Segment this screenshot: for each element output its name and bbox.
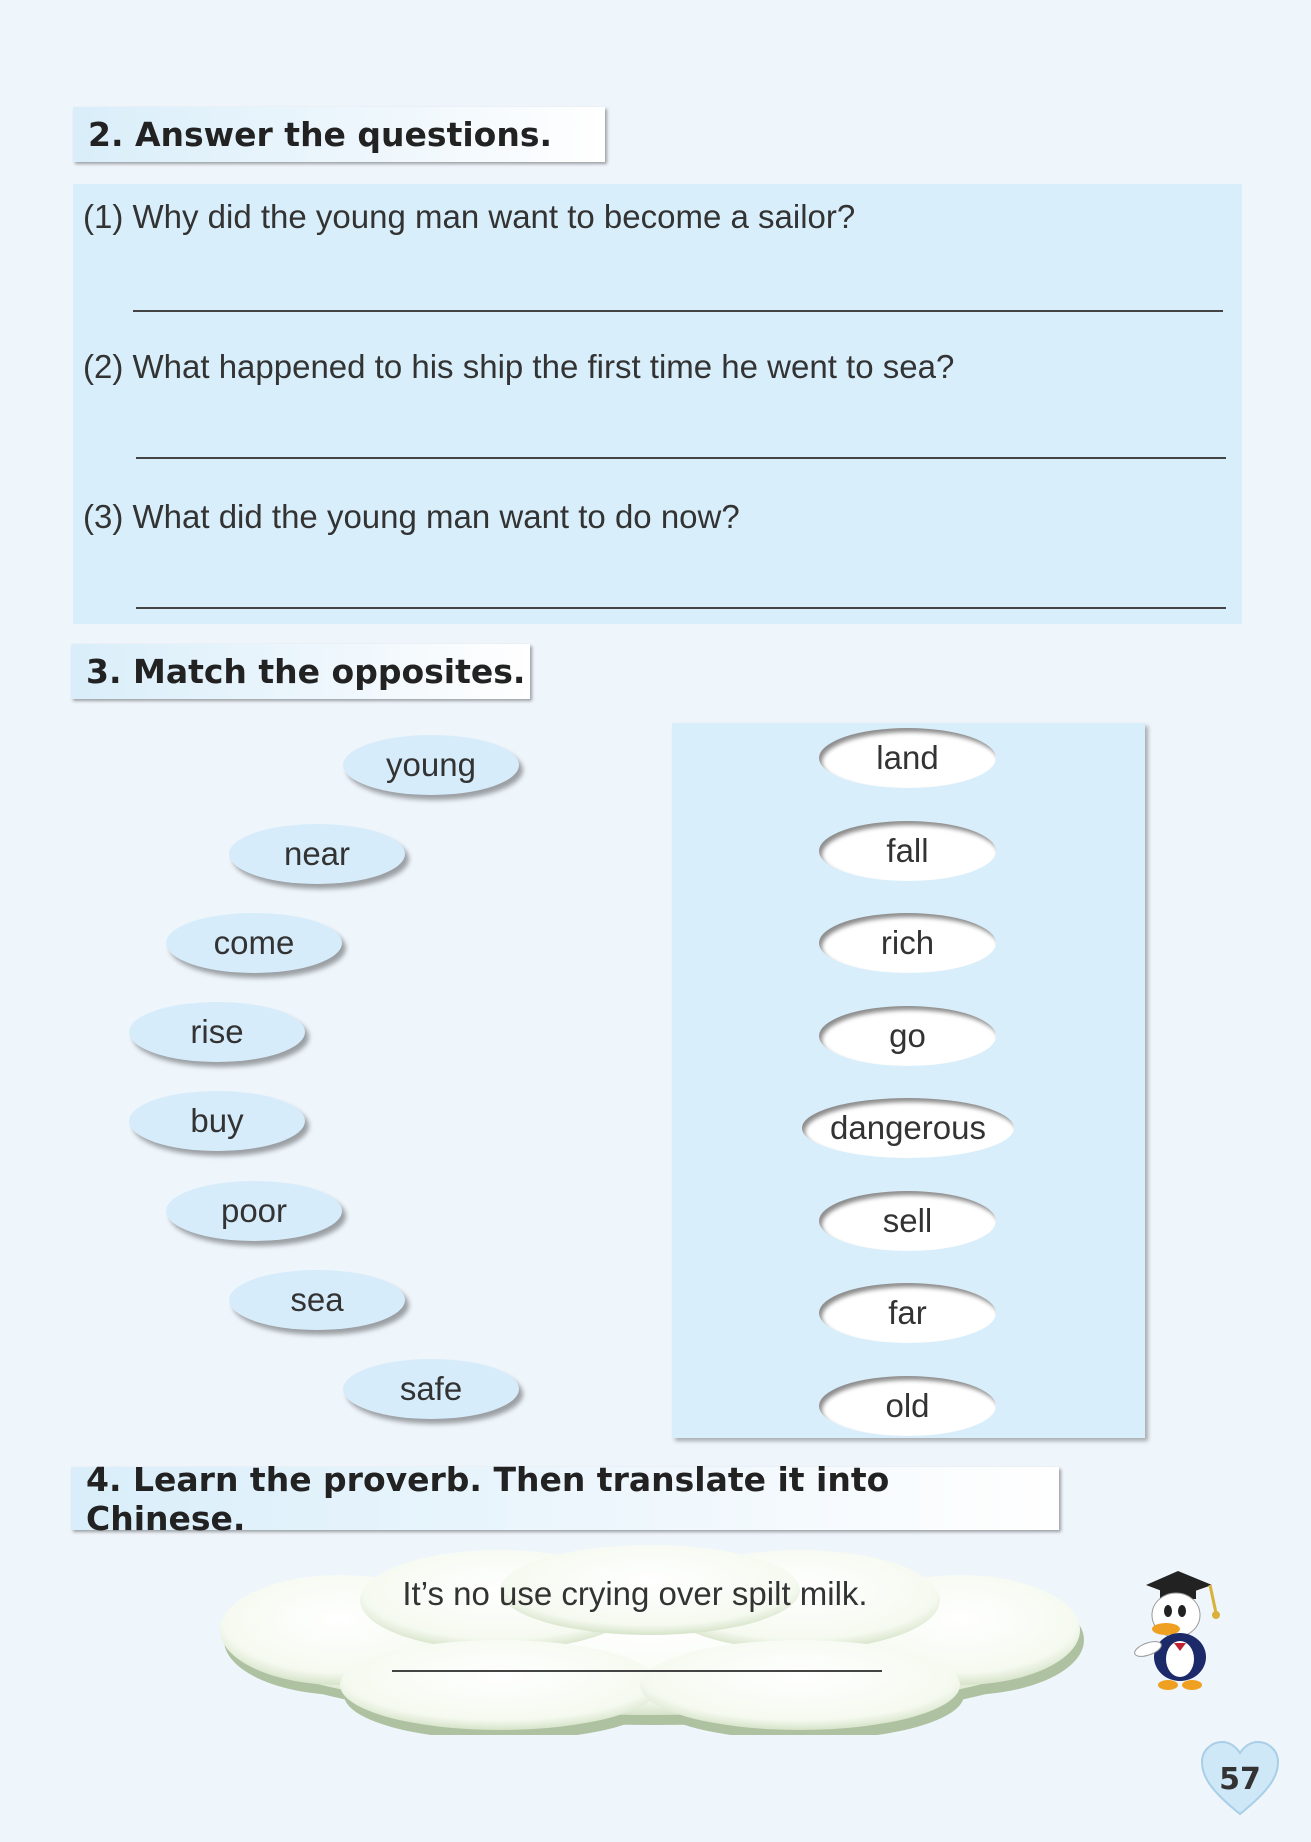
right-word-go[interactable]: go: [819, 1006, 996, 1066]
right-word-sell[interactable]: sell: [819, 1191, 996, 1251]
right-word-old[interactable]: old: [819, 1376, 996, 1436]
page-number: 57: [1219, 1762, 1261, 1797]
right-word-dangerous[interactable]: dangerous: [802, 1098, 1014, 1158]
proverb-answer-line[interactable]: [392, 1670, 882, 1672]
answer-line-3[interactable]: [136, 607, 1226, 609]
page-number-badge: [1200, 1738, 1280, 1818]
section-3-heading: 3. Match the opposites.: [71, 644, 530, 699]
right-words-box: [672, 723, 1145, 1438]
proverb-cloud: [200, 1545, 1100, 1735]
questions-box: [73, 184, 1242, 624]
left-word-young[interactable]: young: [343, 735, 519, 795]
right-word-land[interactable]: land: [819, 728, 996, 788]
cloud-shape: [200, 1545, 1100, 1735]
right-word-fall[interactable]: fall: [819, 821, 996, 881]
proverb-text: It’s no use crying over spilt milk.: [402, 1575, 868, 1612]
section-2-heading: 2. Answer the questions.: [73, 107, 605, 162]
left-word-come[interactable]: come: [166, 913, 342, 973]
question-2: (2) What happened to his ship the first time he went to sea?: [83, 348, 955, 385]
left-word-buy[interactable]: buy: [129, 1091, 305, 1151]
left-word-sea[interactable]: sea: [229, 1270, 405, 1330]
left-word-rise[interactable]: rise: [129, 1002, 305, 1062]
question-1: (1) Why did the young man want to become a sailor?: [83, 198, 856, 235]
left-word-safe[interactable]: safe: [343, 1359, 519, 1419]
duck-mascot-icon: [1118, 1565, 1228, 1695]
answer-line-1[interactable]: [133, 310, 1223, 312]
left-word-near[interactable]: near: [229, 824, 405, 884]
section-4-heading: 4. Learn the proverb. Then translate it into Chinese.: [71, 1467, 1059, 1530]
answer-line-2[interactable]: [136, 457, 1226, 459]
question-3: (3) What did the young man want to do now?: [83, 498, 740, 535]
right-word-rich[interactable]: rich: [819, 913, 996, 973]
right-word-far[interactable]: far: [819, 1283, 996, 1343]
left-word-poor[interactable]: poor: [166, 1181, 342, 1241]
